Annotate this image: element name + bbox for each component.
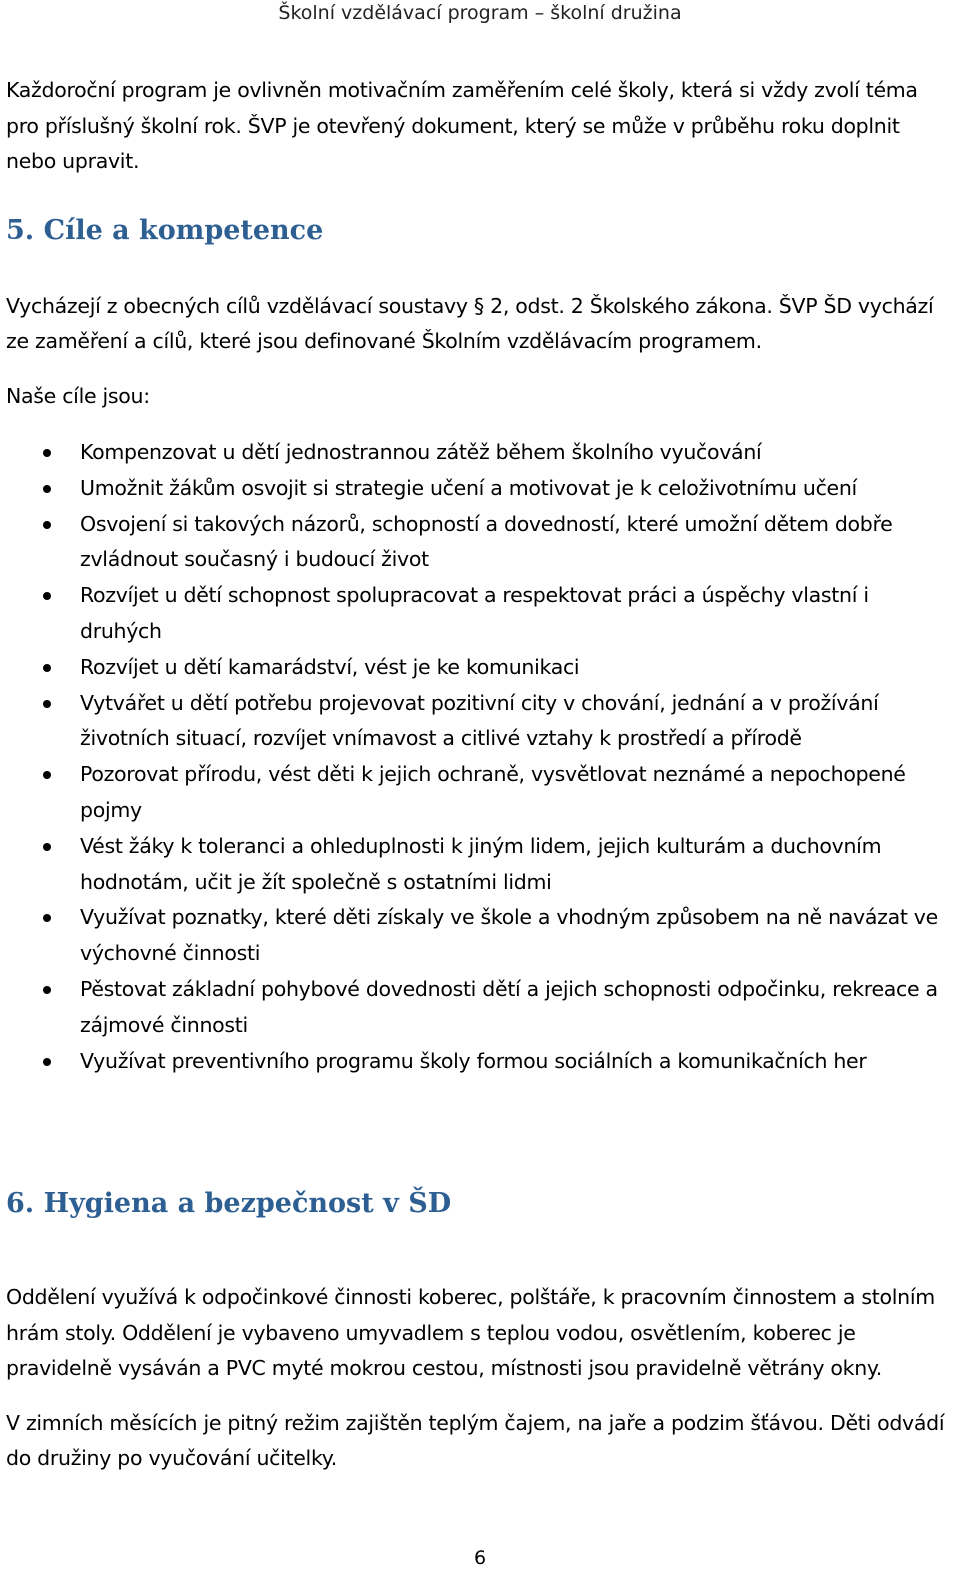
bullet-icon [43, 449, 51, 457]
section-6-heading: 6. Hygiena a bezpečnost v ŠD [6, 1188, 452, 1220]
goal-text: Rozvíjet u dětí schopnost spolupracovat a respektovat práci a úspěchy vlastní i druhých [80, 583, 869, 643]
goal-text: Využívat poznatky, které děti získaly ve škole a vhodným způsobem na ně navázat ve výchovné činnosti [80, 905, 938, 966]
bullet-icon [43, 986, 51, 994]
goal-text: Vést žáky k toleranci a ohleduplnosti k jiným lidem, jejich kulturám a duchovním hodnotám, učit je žít společně s ostatními lidmi [80, 833, 882, 894]
goal-item [6, 972, 954, 1044]
bullet-icon [43, 1058, 51, 1066]
document-body [6, 70, 954, 1477]
goal-text: Pěstovat základní pohybové dovednosti dětí a jejich schopnosti odpočinku, rekreace a zájmové činnosti [80, 976, 938, 1037]
bullet-icon [43, 664, 51, 672]
bullet-icon [43, 914, 51, 922]
bullet-icon [43, 771, 51, 779]
goal-item [6, 507, 954, 579]
goal-text: Osvojení si takových názorů, schopností a dovedností, které umožní dětem dobře zvládnout současný i budoucí život [80, 511, 893, 572]
goal-item [6, 650, 954, 686]
section-5-heading: 5. Cíle a kompetence [6, 214, 324, 246]
section-6-paragraph-2: V zimních měsících je pitný režim zajištěn teplým čajem, na jaře a podzim šťávou. Děti odvádí do družiny po vyučování učitelky. [6, 1410, 945, 1471]
goal-item [6, 435, 954, 471]
bullet-icon [43, 521, 51, 529]
goal-text: Rozvíjet u dětí kamarádství, vést je ke komunikaci [80, 654, 580, 679]
goal-item [6, 686, 954, 758]
goals-intro: Naše cíle jsou: [6, 383, 150, 408]
goals-list [6, 435, 954, 1079]
goal-item [6, 578, 954, 650]
goal-item [6, 1044, 954, 1080]
bullet-icon [43, 843, 51, 851]
running-header: Školní vzdělávací program – školní družina [278, 2, 682, 24]
bullet-icon [43, 700, 51, 708]
page-number: 6 [473, 1547, 487, 1569]
goal-text: Pozorovat přírodu, vést děti k jejich ochraně, vysvětlovat neznámé a nepochopené pojmy [80, 762, 906, 822]
goal-text: Využívat preventivního programu školy formou sociálních a komunikačních her [80, 1048, 867, 1073]
goal-item [6, 757, 954, 829]
goal-text: Umožnit žákům osvojit si strategie učení a motivovat je k celoživotnímu učení [80, 475, 857, 500]
goal-text: Vytvářet u dětí potřebu projevovat pozitivní city v chování, jednání a v prožívání životních situací, rozvíjet vnímavost a citlivé vztahy k prostředí a přírodě [80, 690, 879, 751]
goal-item [6, 829, 954, 901]
goal-item [6, 900, 954, 972]
goal-item [6, 471, 954, 507]
section-6-paragraph-1: Oddělení využívá k odpočinkové činnosti koberec, polštáře, k pracovním činnostem a stolním hrám stoly. Oddělení je vybaveno umyvadlem s teplou vodou, osvětlením, koberec je pravidelně vysáván a PVC myté mokrou cestou, místnosti jsou pravidelně větrány okny. [6, 1285, 935, 1381]
bullet-icon [43, 485, 51, 493]
section-5-paragraph: Vycházejí z obecných cílů vzdělávací soustavy § 2, odst. 2 Školského zákona. ŠVP ŠD vychází ze zaměření a cílů, které jsou definované Školním vzdělávacím programem. [6, 293, 934, 353]
intro-paragraph: Každoroční program je ovlivněn motivačním zaměřením celé školy, která si vždy zvolí téma pro příslušný školní rok. ŠVP je otevřený dokument, který se může v průběhu roku doplnit nebo upravit. [6, 78, 918, 173]
bullet-icon [43, 592, 51, 600]
goal-text: Kompenzovat u dětí jednostrannou zátěž během školního vyučování [80, 440, 762, 464]
